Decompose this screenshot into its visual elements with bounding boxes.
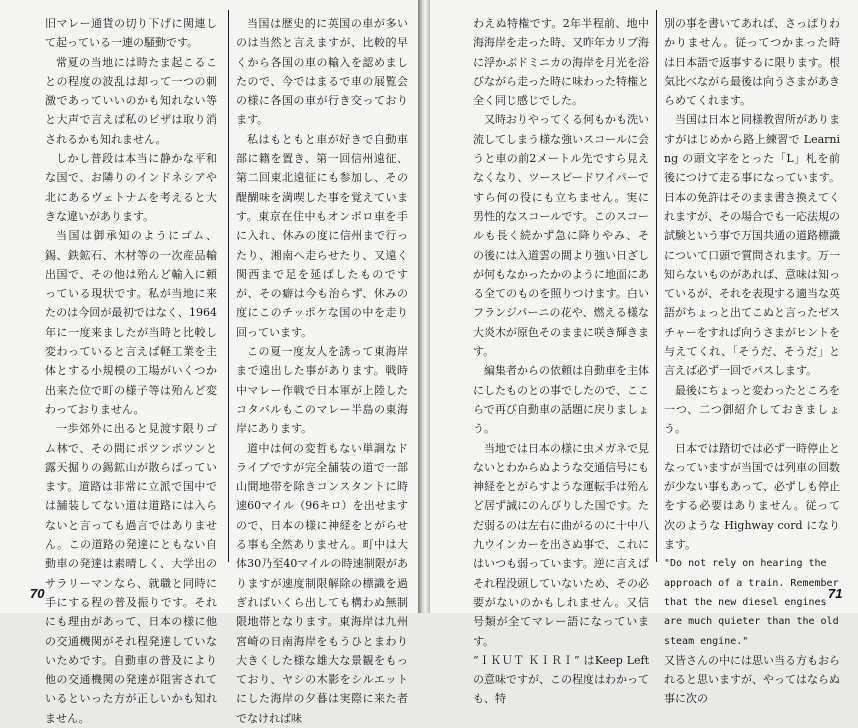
left-page-column-1 (45, 14, 217, 728)
paragraph: 旧マレー通貨の切り下げに関連して起っている一連の騒動です。 (45, 17, 217, 50)
left-page (0, 0, 418, 725)
paragraph: “ＩＫＵＴ ＫＩＲＩ” はKeep Leftの意味ですが、この程度はわかっても、特 (473, 653, 649, 706)
paragraph: 又時おりやってくる何もかも洗い流してしまう様な強いスコールに会うと車の前2メートル先ですら見えなくなり、ツースピードワイパーですら何の役にも立ちません。実に男性的なスコールです。このスコールも長く続かず急に降りやみ、その後には入道雲の間より強い日ざしが何もなかったかのように地面にある全てのものを照りつけます。白いフランジパーニの花や、燃える様な大炎木が原色そのままに咲き輝きます。 (473, 113, 649, 359)
paragraph: 常夏の当地には時たま起こることの程度の波乱は却って一つの刺激であっていいのかも知れない等と大声で言えば私のビザは取り消されるかも知れません。 (45, 55, 217, 146)
paragraph: しかし普段は本当に静かな平和な国で、お隣りのインドネシアや北にあるヴェトナムを考えると大きな違いがあります。 (45, 152, 217, 223)
paragraph: 道中は何の変哲もない単調なドライブですが完全舗装の道で一部山間地帯を除きコンスタントに時速60マイル（96キロ）を出せますので、日本の様に神経をとがらせる事も全然ありません。町中は大体30乃至40マイルの時速制限がありますが速度制限解除の標識を過ぎればいくら出しても構わぬ無制限地帯となります。東海岸は九州宮崎の日南海岸をもうひとまわり大きくした様な雄大な景観をもっており、ヤシの木影をシルエットにした海岸の夕暮は実際に来た者でなければ味 (236, 441, 408, 725)
right-page-column-1 (473, 14, 649, 709)
quoted-english-passage: "Do not rely on hearing the approach of a train. Remember that the new diesel engines are much quieter than the old steam engine." (664, 558, 839, 647)
paragraph: 又皆さんの中には思い当る方もおられると思いますが、やってはならぬ事に次の (664, 653, 840, 706)
paragraph: 編集者からの依頼は自動車を主体にしたものとの事でしたので、ここらで再び自動車の話題に戻りましょう。 (473, 364, 649, 436)
paragraph: 最後にちょっと変わったところを一つ、二つ御紹介しておきましょう。 (664, 383, 840, 436)
page-number: 71 (828, 586, 843, 601)
paragraph: 一歩郊外に出ると見渡す限りゴム林で、その間にポツンポツンと露天掘りの錫鉱山が散らばっています。道路は非常に立派で国中では舗装してない道は道路には入らないと言っても過言ではありません。この道路の発達にともない自動車の発達は素晴しく、大学出のサラリーマンなら、就職と同時に手にする程の普及振りです。それにも理由があって、日本の様に他の交通機関がそれ程発達していないためです。自動車の普及により他の交通機関の発達が阻害されているといった方が正しいかも知れません。 (45, 422, 217, 725)
book-gutter (418, 0, 430, 613)
paragraph: 当国は歴史的に英国の車が多いのは当然と言えますが、比較的早くから各国の車の輸入を認めましたので、今ではまるで車の展覧会の様に各国の車が行き交っております。 (236, 17, 408, 127)
paragraph: 日本では踏切では必ず一時停止となっていますが当国では列車の回数が少ない事もあって、必ずしも停止をする必要はありません。従って次のような Highway cord になります。 (664, 441, 840, 552)
paragraph: 別の事を書いてあれば、さっぱりわかりません。従ってつかまった時は日本語で返事するに限ります。根気比べながら最後は向うさまがあきらめてくれます。 (664, 17, 840, 108)
column-divider (656, 10, 657, 562)
right-page-column-2 (664, 14, 843, 709)
column-divider (228, 10, 229, 562)
right-page (430, 0, 858, 706)
paragraph: わえぬ特権です。2年半程前、地中海海岸を走った時、又昨年カリブ海に浮かぶドミニカの海岸を月光を浴びながら走った時に味わった特権と全く同じ感じでした。 (473, 17, 649, 108)
left-page-column-2 (236, 14, 408, 728)
paragraph: 当国は日本と同様教習所がありますがはじめから路上練習で Learning の頭文字をとった「L」札を前後につけて走る事になっています。日本の免許はそのまま書き換えてくれますが、その場合でも一応法規の試験という事で万国共通の道路標識について口頭で質問されます。万一知らないものがあれば、意味は知っているが、それを表現する適当な英語がちょっと出てこぬと言ったゼスチャーをすれば向うさまがヒントを与えてくれ、「そうだ、そうだ」と言えば必ず一回でパスします。 (664, 113, 840, 378)
page-number: 70 (30, 586, 45, 601)
paragraph: 当国は御承知のようにゴム、錫、鉄鉱石、木材等の一次産品輸出国で、その他は殆んど輸入に頼っている現状です。私が当地に来たのは今回が最初ではなく、1964年に一度来ましたが当時と比較し変わっていると言えば軽工業を主体とする小規模の工場がいくつか出来た位で町の様子等は殆んど変わっておりません。 (45, 229, 217, 416)
paragraph: この夏一度友人を誘って東海岸まで遠出した事があります。戦時中マレー作戦で日本軍が上陸したコタバルもこのマレー半島の東海岸にあります。 (236, 345, 408, 436)
paragraph: 私はもともと車が好きで自動車部に籍を置き、第一回信州遠征、第二回東北遠征にも参加し、その醍醐味を満喫した事を覚えています。東京在住中もオンボロ車を手に入れ、休みの度に信州まで行ったり、湘南へ走らせたり、又遠く関西まで足を延ばしたものですが、その癖は今も治らず、休みの度にこのチッポケな国の中を走り回っています。 (236, 132, 408, 339)
paragraph: 当地では日本の様に虫メガネで見ないとわからぬような交通信号にも神経をとがらすような運転手は殆んど居ず誠にのんびりした国です。ただ弱るのは左右に曲がるのに十中八九ウインカーを出さぬ事で、これにはいつも弱っています。逆に言えばそれ程没頭していないため、その必要がないのかもしれません。又信号類が全てマレー語になっています。 (473, 441, 649, 648)
